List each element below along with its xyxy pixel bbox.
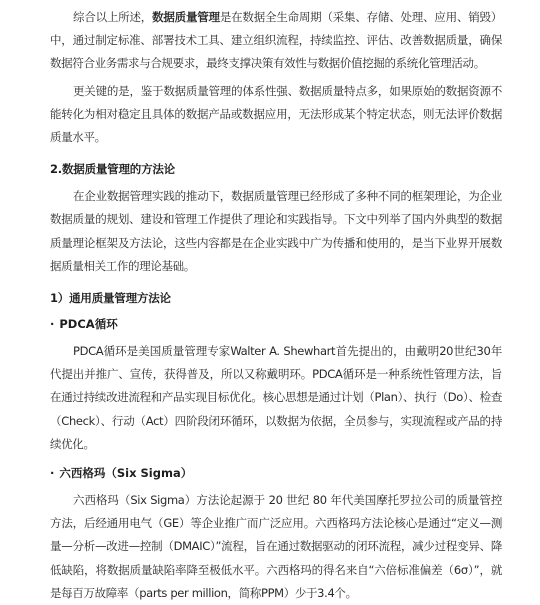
bold-term-data-quality-management: 数据质量管理: [152, 10, 220, 24]
paragraph-data-quality-definition: [50, 6, 502, 76]
bullet-heading-six-sigma: [50, 463, 502, 483]
paragraph-body-text: 是在数据全生命周期（采集、存储、处理、应用、销毁）中，通过制定标准、部署技术工具、建立组织流程，持续监控、评估、改善数据质量，确保数据符合业务需求与合规要求，最终支撑决策有效性与数据价值挖掘的系统化管理活动。: [50, 10, 503, 71]
paragraph-six-sigma: 六西格玛（Six Sigma）方法论起源于 20 世纪 80 年代美国摩托罗拉公司的质量管控方法，后经通用电气（GE）等企业推广而广泛应用。六西格玛方法论核心是通过“定义—测量—分析—改进—控制（DMAIC）”流程，旨在通过数据驱动的闭环流程，减少过程变异、降低缺陷，将数据质量缺陷率降至极低水平。六西格玛的得名来自“六倍标准偏差（6σ）”，就是每百万故障率（parts per million，简称PPM）少于3.4个。: [50, 493, 502, 600]
paragraph-methodology-intro: 在企业数据管理实践的推动下，数据质量管理已经形成了多种不同的框架理论，为企业数据质量的规划、建设和管理工作提供了理论和实践指导。下文中列举了国内外典型的数据质量理论框架及方法论，这些内容都是在企业实践中广为传播和使用的，是当下业界开展数据质量相关工作的理论基础。: [50, 189, 502, 273]
paragraph-lead-text: 综合以上所述，: [73, 10, 153, 24]
subsection-heading-general-methodology: 1）通用质量管理方法论: [50, 291, 171, 306]
bullet-title-six-sigma: 六西格玛（Six Sigma）: [59, 466, 193, 481]
bullet-dot-icon: ·: [50, 317, 55, 332]
paragraph-pdca: PDCA循环是美国质量管理专家Walter A. Shewhart首先提出的，由戴明20世纪30年代提出并推广、宣传，获得普及，所以又称戴明环。PDCA循环是一种系统性管理方法，旨在通过持续改进流程和产品实现目标优化。核心思想是通过计划（Plan）、执行（Do）、检查（Check）、行动（Act）四阶段闭环循环，以数据为依据，全员参与，实现流程或产品的持续优化。: [50, 344, 502, 451]
document-page: [50, 6, 502, 605]
section-heading-methodology: 2.数据质量管理的方法论: [50, 162, 175, 177]
paragraph-key-point: 更关键的是，鉴于数据质量管理的体系性强、数据质量特点多，如果原始的数据资源不能转化为相对稳定且具体的数据产品或数据应用，无法形成某个特定状态，则无法评价数据质量水平。: [50, 83, 502, 145]
bullet-heading-pdca: [50, 314, 502, 334]
bullet-dot-icon: ·: [50, 466, 55, 481]
bullet-title-pdca: PDCA循环: [59, 317, 118, 332]
